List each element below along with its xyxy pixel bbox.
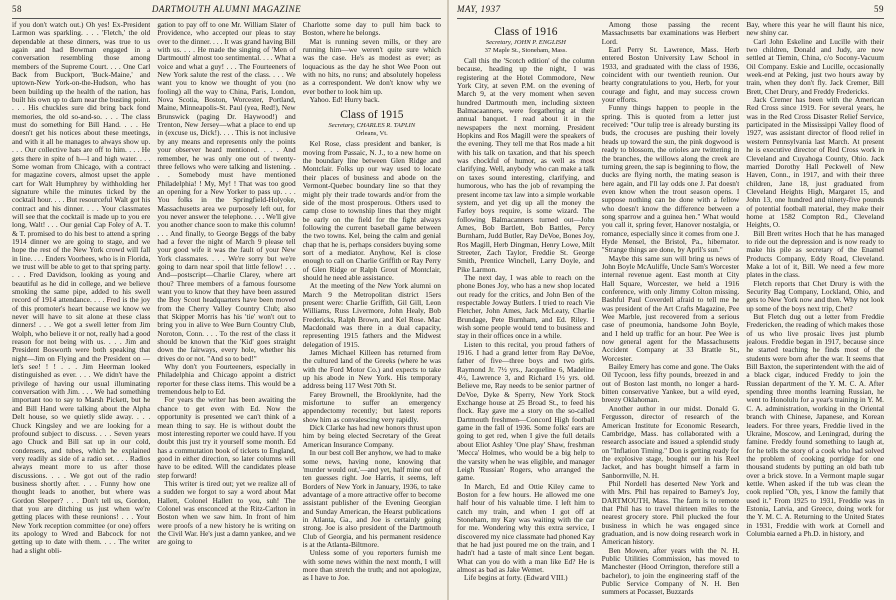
paragraph: if you don't watch out.) Oh yes! Ex-President Larmon was sparkling. . . . 'Fletch,' the old dependable at these dinners, was true to us again and had Bowman engaged in a conversation resembling those among members of the Supreme Court. . . . One Carl Back from Buckport, 'Buck-Maine,' and uptown-New York-on-the-Hudson, who has been building up the health of the nation, has built his own up to darn near the busting point. . . . His chuckles sure did bring back fond memories, the old so-and-so. . . . The class must do something for Bill Hand. . . . He doesn't get his notices about these meetings, and with it all he manages to always show up. . . . Our collective hats are off to him. . . . He gets there in spite of h—l and high water. . . . Some woman from Chicago, with a contract for magazine covers, almost upset the apple cart for Walt Humphrey by withholding her signature while the minutes ticked by the cocktail hour. . . . But resourceful Walt got his contract and his dinner. . . . Your classmates will see that the cocktail is made up to you ere long, Walt! . . . Our genial Cap Foley of A. T. & T. promised to do his best to attend a spring 1914 dinner we are going to stage, and we hope the rest of the New York crowd will fall in line. . . . Enders Voorhees, who is in Florida, we trust will be able to get to that spring party. . . . Fred Davidson, looking as young and beautiful as he did in college, and we believe smoking the same pipe, added to his swell record of 1914 attendance. . . . Fred is the joy of this promoter's heart because we know we never will have to sit alone at these class dinners! . . . We got a swell letter from Jim Wolph, who believe it or not, really had a good reason for not being with us. . . . Jim and President Bosworth were both speaking that night—Jim on Flying and the President on —let's see! ! ! . . . Jim Heerman looked distinguished as ever. . . . We didn't have the privilege of having our usual illuminating conversation with Jim. . . . We had something important too to say to Marsh Pickett, but he and Bill Hand were talking about the Alpha Delt house, so we quietly slide away. . . . Chuck Kingsley and we are looking for a profound subject to discuss. . . . Seven years ago Chuck and Bill sat up in our cold, condensers, and tubes, which he explained very readily as side of a radio set. . . . Radios always meant more to us after those discussions. . . . We got out of the radio business shortly after. . . . Funny how one thought leads to another, but where was Gordon Sleeper? . . . Don't tell us, Gordon, that you are ditching us just when we're getting places with these reunions! . . . Your New York reception committee (or one) offers its apology to Wred and Babcock for not getting up to date with them. . . . The writer had a slight obli- xyxy=(12,21,151,555)
paragraph: Bailey Emery has come and gone. The Oaks Oil Tycoon, less fifty pounds, breezed in and out of Boston last month, no longer a hard-bitten conservative Yankee, but a wild eyed, breezy Oklahoman. xyxy=(601,362,740,405)
column-2 xyxy=(602,21,740,600)
paragraph: Another author in our midst. Donald G. Fergusson, director of research of the American Institute for Economic Research, Cambridge, Mass. has collaborated with a research associate and issued a splendid study on "Inflation Timing." Don is getting ready for the explosive stage, bought our in his Reel Jacket, and has bought himself a farm in Sanbornville, N. H. xyxy=(601,403,740,480)
paragraph: In our best coll Ber anyhow, we had to make some news, having none, knowing that 'murder would out,'—and yet, half mine out of ten guesses right. Joe Harris, it seems, left Borders of New York in January, 1936, to take advantage of a more attractive offer to become assistant publisher of the Evening Georgian and Sunday American, the Hearst publications in Atlanta, Ga., and Joe is certainly going strong. Joe is also president of the Dartmouth Club of Georgia, and his permanent residence is at the Atlanta-Biltmore. xyxy=(302,448,441,549)
signoff: Yahoo. Ed! Hurry back. xyxy=(309,95,380,105)
column-1 xyxy=(457,21,595,600)
page-number: 58 xyxy=(12,4,22,14)
paragraph: Bill Brett writes Hoch that he has managed to ride out the depression and is now ready to make his pile as secretary of the Enamel Products Company, Eddy Road, Cleveland. Make a lot of it, Bill. We need a few more plates in the class. xyxy=(746,228,885,280)
class-heading: Class of 1915 xyxy=(340,109,404,122)
paragraph: Phil Nordell has deserted New York and with Mrs. Phil has repaired to Barney's Joy, DARTMOUTH, Mass. The farm is to remote that Phil has to travel thirteen miles to the nearest grocery store. Phil plucked the four business in which he was engaged since graduation, and is now doing research work in American history. xyxy=(601,478,740,547)
paragraph: Charlotte some day to pull him back to Boston, where he belongs. xyxy=(302,21,441,38)
paragraph: Among those passing the recent Massachusetts bar examinations was Herbert Lord. xyxy=(601,21,740,46)
paragraph: Farey Brownell, the Brooklynite, had the misfortune to suffer an emergency appendectomy recently; but latest reports show him as convalescing very rapidly. xyxy=(302,389,441,424)
class-section-heading xyxy=(457,26,595,55)
paragraph: Fletch reports that Chet Drury is with the Security Bag Company, Lockland, Ohio, and gets to New York now and then. Why not look up some of the boys next trip, Chet? xyxy=(746,278,885,313)
column-1 xyxy=(12,21,150,600)
paragraph: Kel Rose, class president and banker, is moving from Passaic, N. J., to a new home on the boundary line between Glen Ridge and Montclair. Folks up our way used to locate their places of business and abode on the Vermont-Quebec boundary line so that they might ply their trade towards and/or from the side of the most prosperous. Others used to camp close to township lines that they might be early on the field for the fight always following the current baseball game between the two towns. Kel, being the calm and genial chap that he is, perhaps considers buying some sort of a mediator. Anyhow, Kel is close enough to call on Charlie Griffith or Ray Perry of Glen Ridge or Ralph Grout of Montclair, should he need able assistance. xyxy=(302,139,441,282)
paragraph: Dick Clarke has had new honors thrust upon him by being elected Secretary of the Great American Insurance Company. xyxy=(302,423,441,449)
class-section-heading xyxy=(303,109,441,138)
magazine-title: DARTMOUTH ALUMNI MAGAZINE xyxy=(151,4,302,14)
column-3 xyxy=(746,21,884,600)
issue-date: MAY, 1937 xyxy=(457,4,501,14)
paragraph: Earl Perry St. Lawrence, Mass. Herb entered Boston University Law School in 1933, and graduated with the class of 1936, coincident with our twentieth reunion. Our hearty congratulations to you, Herb, for your courage and fight, and may success crown your efforts. xyxy=(601,45,740,105)
class-address: 37 Maple St., Stoneham, Mass. xyxy=(484,47,568,54)
column-3 xyxy=(303,21,441,600)
paragraph: The next day, I was able to reach on the phone Bones Joy, who has a new shop located out ready for the critics, and John Ben of the respectable Joway Butlers. I tried to reach Vie Fletcher, John Ames, Jack McLeaty, Charlie Brundage, Pete Burnham, and Ed. Riley. I wish some people would tend to business and stay in their offices once in a while. xyxy=(457,272,595,341)
paragraph: For years the writer has been awaiting the chance to get even with Ed. Now the opportunity is presented we can't think of a mean thing to say. He is without doubt the most interesting reporter we could have. If you doubt this just try it yourself some month. Ed has a commutation book of tickets to England, good in either direction, so later columns will have to be edited. Will the candidates please step forward! xyxy=(157,395,296,480)
paragraph: But Fletch dug out a letter from Freddie Fredericken, the reading of which makes those of us who live prosaic lives just plumb jealous. Freddie began in 1917, because since he started teaching he finds most of the students were born after the war. It seems that Bill Baxton, the superintendent with the aid of a black cigar, induced Freddy to join the Russian department of the Y. M. C. A. After spending three months learning Russian, he went to Honolulu for a year's training in Y. M. C. A. administration, working in the Oriental branch with Chinese, Japanese, and Korean leaders. For three years, Freddie lived in the Ukraine, Moscow, and Leningrad, during the famine. Freddy found something to laugh at, for he tells the story of a cook who had solved the problem of cooking porridge for one thousand students by putting an old bath tub over a brick stove. In a Vermont maple sugar kettle. When asked if the tub was clean the cook replied "Oh, yes, I know the family that used it." From 1925 to 1931, Freddie was in Estonia, Latvia, and Greece, doing work for the Y. M. C. A. Returning to the United States in 1931, Freddie with work at Cornell and Columbia earned a Ph.D. in history, and xyxy=(746,312,885,538)
class-address: Orleans, Vt. xyxy=(355,130,388,138)
paragraph: Carl John Eskeline and Lucille with their two children, Donald and Judy, are now settled at Tiemin, China, c/o Socony-Vacuum Oil Company. Eskie and Lucille, occasionally week-end at Peking, just two hours away by train, when they don't fly. Jack Cremer, Bill Brett, Chet Drury, and Freddy Fredericks. xyxy=(746,36,885,96)
paragraph: Why don't you Fourteeners, especially in Philadelphia and Chicago appoint a district reporter for these class items. This would be a tremendous help to Ed. xyxy=(157,362,296,397)
paragraph: gation to pay off to one Mr. William Slater of Providence, who accepted our pleas to stay over to the dinner. . . . It was grand having Bill with us. . . . He made the singing of 'Men of Dartmouth' almost too sentimental. . . . What a voice and what a guy! . . . The Fourteeners of New York salute the rest of the class. . . . We want you to know we thought of you (no fooling) all the way to China, Paris, London, Nova Scotia, Boston, Worcester, Portland, Maine, Minneapolis-St. Paul (yea, Red!), New Brunswick (paging Dr. Haywood!) and Trenton, New Jersey—what a place to end up in (excuse us, Dick!). . . . This is not inclusive by any means and represents only the points your observer heard mentioned. . . . And remember, he was only one out of twenty-three fellows who were talking and listening. . . . Somebody must have mentioned Philadelphia! ! My, My! ! That was too good an opening for a New Yorker to pass up. . . . You folks in the Springfield-Holyoke, Massachusetts area we purposely left out, for you never answer the telephone. . . . We'll give you another chance soon to make this column! . . . And finally, to George Beggs of the baby had a fever the night of March 9 please tell your good wife it was the fault of your New York classmates. . . . We're sorry but we're going to darn near spoil that little fellow! . . . And—postscript—Charlie Clarey, where art thou? Three members of a famous foursome want you to know that they have been assured the Boy Scout headquarters have been moved from the Cherry Valley Country Club; also that Skipper Morris has his 'tie' won't out to bring you in alive to Wee Burn Country Club, Noroton, Conn. . . . To the rest of the class it should be known that the 'Kid' goes straight down the fairways, every hole, whether his drives do or not. "And so to bed!" xyxy=(157,21,296,363)
paragraph: Mat is running seven mills, or they are running him—we weren't quite sure which was the case. He's as modest as ever; as loquacious as the day he shot Wee Poon out with no hits, no runs; and absolutely hopeless as a correspondent. We don't know why we ever bother to look him up. xyxy=(302,36,441,96)
column-group xyxy=(12,21,441,600)
paragraph: James Michael Killeen has returned from the cultured land of the Greeks (where he was with the Ford Motor Co.) and expects to take up his abode in New York. His temporary address being 117 West 70th St. xyxy=(302,348,441,391)
class-secretary: Secretary, JOHN P. ENGLISH xyxy=(485,39,566,46)
class-heading: Class of 1916 xyxy=(494,26,558,38)
paragraph: Call this the 'Scotch edition' of the column because, heading up the night, I was registering at the Hotel Commodore, New York City, at seven P.M. on the evening of March 9, at the very moment when seven hundred Dartmouth men, including sixteen Balmacaanners, were forgathering at their annual banquet. I read about it in the newspapers the next morning. President Hopkins and Ros Magill were the speakers of the evening. They tell me that Ros made a hit with his talk on taxation, and that his speech was chockful of humor, as well as most clarifying. Well, anybody who can make a talk on taxes sound interesting, clarifying, and humorous, who has the job of revamping the present income tax law into a simple workable system, and yet dig up all the money the Farley boys require, is some wizard. The following Balmacanners turned out—John Ames, Bob Bartlett, Bob Battles, Percy Burnham, Judd Butler, Ray DeVoe, Bones Joy, Ros Magill, Herb Dingman, Henry Lowe, Milt Streeter, Zach Taylor, Freddie St. George Smith, Prentice Winchell, Larry Doyle, and Pike Larmon. xyxy=(457,56,595,274)
paragraph: Unless some of you reporters furnish me with some news within the next month, I will more than stretch the truth; and not apologize, as I have to Joe. xyxy=(302,548,441,583)
paragraph: Ben Mowen, after years with the N. H. Public Utilities Commission, has moved to Manchester (Hood Orrington, therefore still a bachelor), to join the engineering staff of the Public Service Company of N. H. Ben summers at Pocasset, Buzzards xyxy=(601,545,740,597)
paragraph: Listen to this recital, you proud fathers of 1916. I had a grand letter from Ray DeVoe, father of five—three boys and two girls. Raymond Jr. 7½ yrs., Jacqueline 6, Madeline 4½, Lawrence 3, and Richard 1½ yrs. old. Believe me, Ray needs to be senior partner of DeVoe, Dyke & Sperry, New York Stock Exchange house at 25 Broad St., to feed his flock. Ray gave me a story on the so-called Dartmouth freshmen—Concord High football game in the fall of 1936. Some folks' ears are going to get red, when I give the full details about Eliot Ashley 'One play' Shaw, freshman 'Mecca' Holmes, who would be a big help to the varsity when he was eligible, and manager Leigh 'Russian' Rogers, who arranged the game. xyxy=(457,339,595,483)
page-number: 59 xyxy=(874,4,884,14)
paragraph: At the meeting of the New York alumni on March 9 the Metropolitan district 15ers present were: Charlie Griffith, Gil Gill, Leon Williams, Russ Livermore, John Healy, Bob Fredericks, Ralph Brown, and Kel Rose. Mac Macdonald was there in a dual capacity, representing 1915 fathers and the Midwest delegation of 1915. xyxy=(302,281,441,349)
paragraph: Jack Cremer has been with the American Red Cross since 1919. For several years, he was in the Red Cross Disaster Relief Service, participated in the Mississippi Valley flood of 1927, was assistant director of flood relief in western Pennsylvania last March. At present he is executive director of Red Cross work in Cleveland and Cuyahoga County, Ohio. Jack married Dorothy Hall Peckwell of New Haven, Conn., in 1917, and with their three children, Jane 18, just graduated from Cleveland Heights High, Margaret 15, and John 13, one hundred and ninety-five pounds of potential football material, they make their home at 1582 Compton Rd., Cleveland Heights, O. xyxy=(746,95,885,230)
paragraph: Funny things happen to people in the spring. This is quoted from a letter just received: "Our tulip tree is already bursting its buds, the crocuses are pushing their lovely heads up toward the sun, the pink dogwood is ready to blossom, the orioles are twittering in the branches, the willows along the creek are turning green, the sap is beginning to flow, the ducks are flying north, the mating season is here again, and I'll lay odds one J. Pat doesn't even know when the trout season opens. I suppose nothing can be done with a fellow who doesn't know the difference between a song sparrow and a guinea hen." What would you call it, spring fever, Hanover nostalgia, or romance, especially since it comes from one J. Hyde Mensel, the Bristol, Pa., hibernator. "Strange things are done, by April's sun." xyxy=(601,103,740,255)
right-page xyxy=(449,0,896,600)
paragraph: Maybe this same sun will bring us news of John Boyle McAuliffe, Uncle Sam's Worcester internal revenue agent. East month at City Hall Square, Worcester, we held a 1916 conference, with only Jimmy Colton missing. Bashful Paul Coverdell afraid to tell me he was president of the Art Crafts Magazine, Pee Wee Marble, just recovered from a serious case of pneumonia, handsome John Boyle, and I held up traffic for an hour. Pee Wee is now general agent for the Massachusetts Accident Company at 33 Brattle St., Worcester. xyxy=(601,253,740,363)
paragraph: This writer is tired out; yet we realize all of a sudden we forgot to say a word about Mat Hallett, Colonel Hallett to you, suh! The Colonel was ensconced at the Ritz-Carlton in Boston when we saw him. In front of him were proofs of a new history he is writing on the Civil War. He's just a damn yankee, and we are going to xyxy=(157,478,296,547)
running-header xyxy=(457,3,884,19)
column-group xyxy=(457,21,884,600)
class-secretary: Secretary, CHARLES R. TAPLIN xyxy=(328,122,416,130)
running-header xyxy=(12,3,441,19)
left-page xyxy=(0,0,447,600)
paragraph: In March, Ed and Ottie Kiley came to Boston for a few hours. He allowed me one half hour of his valuable time. I left him to catch my train, and when I got off at Stoneham, my Kay was waiting with the car for me. Wondering why this extra service, I discovered my nice classmate had phoned Kay that he had just poured me on the train, and I hadn't had a taste of malt since Lent began. What can you do with a man like Ed? He is almost as bad as Jake Wemet. xyxy=(457,481,595,574)
paragraph: Bay, where this year he will flaunt his nice, new shiny car. xyxy=(746,21,885,38)
paragraph: Life begins at forty. (Edward VIII.) xyxy=(464,573,568,583)
column-2 xyxy=(157,21,295,600)
